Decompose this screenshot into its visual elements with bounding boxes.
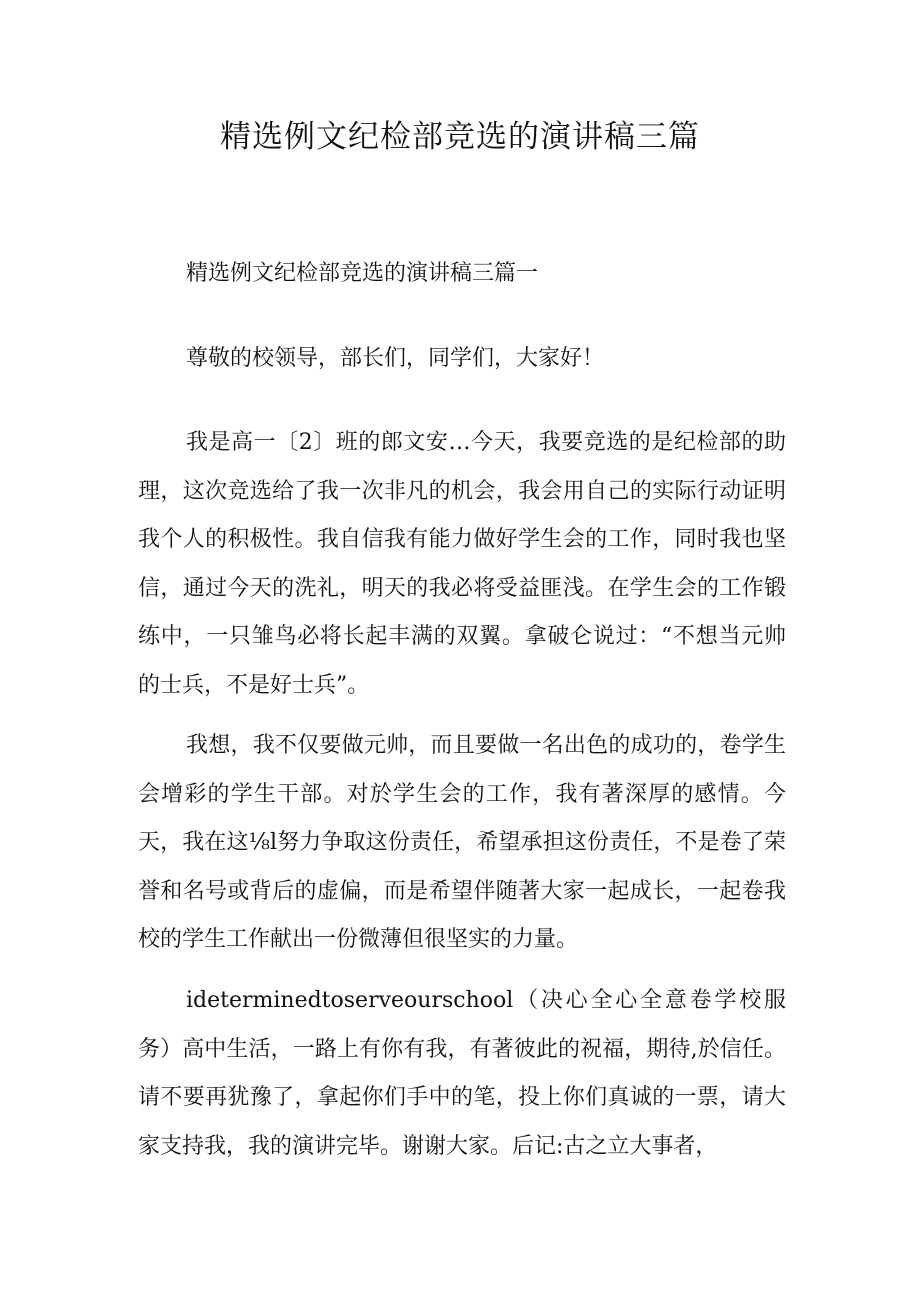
body-paragraph-closing: ideterminedtoserveourschool（决心全心全意卷学校服务）高中生活，一路上有你有我，有著彼此的祝福，期待,於信任。请不要再犹豫了，拿起你们手中的笔，投上你们真诚的一票，请大家支持我，我的演讲完毕。谢谢大家。后记:古之立大事者， [138,988,786,1159]
document-title: 精选例文纪检部竞选的演讲稿三篇 [220,119,700,155]
body-paragraph-commitment: 我想，我不仅要做元帅，而且要做一名出色的成功的，卷学生会增彩的学生干部。对於学生会的工作，我有著深厚的感情。今天，我在这⅛l努力争取这份责任，希望承担这份责任，不是卷了荣誉和名号或背后的虚偏，而是希望伴随著大家一起成长，一起卷我校的学生工作献出一份微薄但很坚实的力量。 [138,733,786,952]
section-subtitle: 精选例文纪检部竞选的演讲稿三篇一 [186,261,539,286]
greeting-paragraph: 尊敬的校领导，部长们，同学们，大家好！ [186,346,605,371]
body-paragraph-introduction: 我是高一〔2〕班的郎文安…今天，我要竞选的是纪检部的助理，这次竞选给了我一次非凡的机会，我会用自己的实际行动证明我个人的积极性。我自信我有能力做好学生会的工作，同时我也坚信，通过今天的洗礼，明天的我必将受益匪浅。在学生会的工作锻练中，一只雏鸟必将长起丰满的双翼。拿破仑说过：“不想当元帅的士兵，不是好士兵”。 [138,430,786,698]
